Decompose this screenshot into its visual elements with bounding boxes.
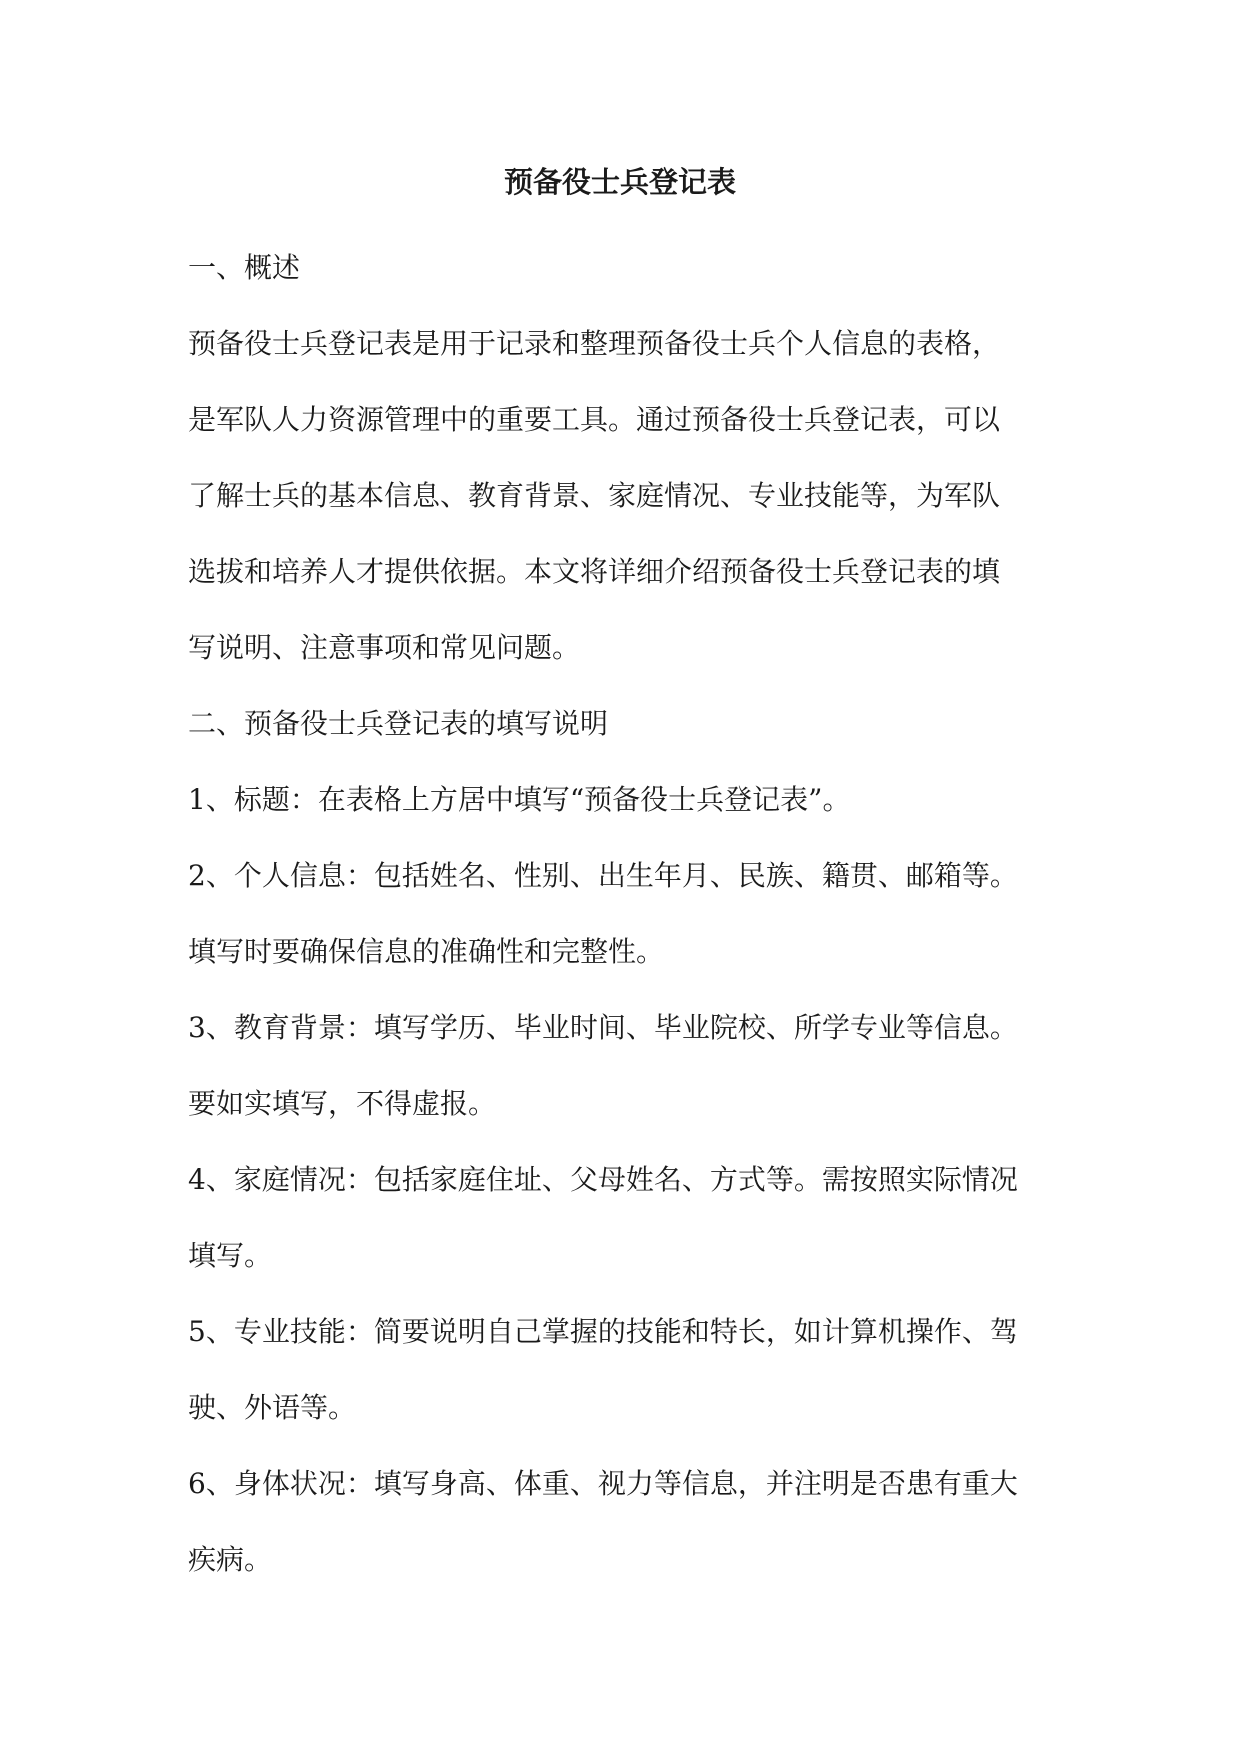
- paragraph-line: 写说明、注意事项和常见问题。: [188, 631, 581, 664]
- list-item-continuation: 要如实填写，不得虚报。: [188, 1087, 497, 1120]
- paragraph-line: 是军队人力资源管理中的重要工具。通过预备役士兵登记表，可以: [188, 403, 1001, 436]
- list-item-education: 3、教育背景：填写学历、毕业时间、毕业院校、所学专业等信息。: [188, 1011, 1018, 1044]
- list-item-personal-info: 2、个人信息：包括姓名、性别、出生年月、民族、籍贯、邮箱等。: [188, 859, 1018, 892]
- list-item-skills: 5、专业技能：简要说明自己掌握的技能和特长，如计算机操作、驾: [188, 1315, 1018, 1348]
- list-item-continuation: 疾病。: [188, 1543, 273, 1576]
- document-body: [188, 248, 1068, 1616]
- paragraph-line: 预备役士兵登记表是用于记录和整理预备役士兵个人信息的表格，: [188, 327, 1001, 360]
- section-heading-instructions: 二、预备役士兵登记表的填写说明: [188, 707, 609, 740]
- list-item-family: 4、家庭情况：包括家庭住址、父母姓名、方式等。需按照实际情况: [188, 1163, 1018, 1196]
- list-item-title: 1、标题：在表格上方居中填写“预备役士兵登记表”。: [188, 783, 851, 816]
- list-item-continuation: 驶、外语等。: [188, 1391, 357, 1424]
- list-item-health: 6、身体状况：填写身高、体重、视力等信息，并注明是否患有重大: [188, 1467, 1018, 1500]
- section-heading-overview: 一、概述: [188, 251, 301, 284]
- document-title: 预备役士兵登记表: [503, 165, 736, 199]
- list-item-continuation: 填写时要确保信息的准确性和完整性。: [188, 935, 665, 968]
- paragraph-line: 了解士兵的基本信息、教育背景、家庭情况、专业技能等，为军队: [188, 479, 1001, 512]
- paragraph-line: 选拔和培养人才提供依据。本文将详细介绍预备役士兵登记表的填: [188, 555, 1001, 588]
- list-item-continuation: 填写。: [188, 1239, 273, 1272]
